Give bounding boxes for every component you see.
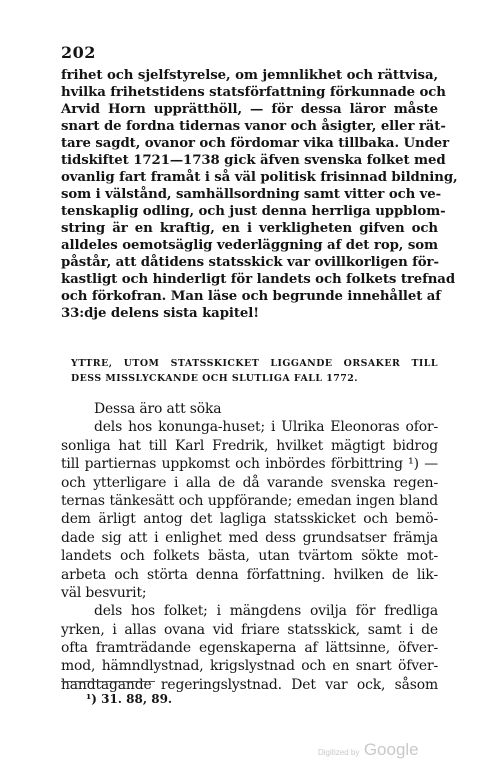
- paragraph-2: [61, 400, 438, 694]
- text-line: och förkofran. Man läse och begrunde innehållet af: [61, 289, 441, 304]
- text-line: till partiernas uppkomst och inbördes förbittring ¹) —: [61, 456, 438, 473]
- text-line: ovanlig fart framåt i så väl politisk frisinnad bildning,: [61, 170, 458, 185]
- text-line: dels hos konunga-huset; i Ulrika Eleonoras ofor-: [94, 419, 438, 436]
- text-line: ofta framträdande egenskaperna af lättsinne, öfver-: [61, 640, 438, 657]
- footnote-rule: [61, 681, 155, 682]
- text-line: sonliga hat till Karl Fredrik, hvilket mägtigt bidrog: [61, 437, 438, 454]
- text-line: kastligt och hinderligt för landets och folkets trefnad: [61, 272, 456, 287]
- text-line: väl besvurit;: [61, 584, 147, 601]
- text-line: snart de fordna tidernas vanor och åsigter, eller rät-: [61, 119, 446, 134]
- text-line: tidskiftet 1721—1738 gick äfven svenska folket med: [61, 153, 446, 168]
- text-line: 33:dje delens sista kapitel!: [61, 306, 259, 321]
- text-line: och ytterligare i alla de då varande svenska regen-: [61, 474, 438, 491]
- text-line: dem ärligt antog det lagliga statsskicket och bemö-: [61, 511, 438, 528]
- text-line: yrken, i allas ovana vid friare statsskick, samt i de: [61, 621, 438, 638]
- heading-line: DESS MISSLYCKANDE OCH SLUTLIGA FALL 1772.: [71, 373, 359, 384]
- watermark-prefix: Digitized by: [318, 748, 360, 757]
- text-line: tare sagdt, ovanor och fördomar vika tillbaka. Under: [61, 136, 450, 151]
- text-line: som i välstånd, samhällsordning samt vitter och ve-: [61, 187, 442, 202]
- paragraph-1: [61, 67, 458, 322]
- text-line: Dessa äro att söka: [94, 401, 222, 417]
- text-line: tenskaplig odling, och just denna herrliga uppblom-: [61, 204, 446, 219]
- text-line: Arvid Horn upprätthöll, — för dessa läror måste: [61, 102, 438, 117]
- text-line: alldeles oemotsäglig vederläggning af det rop, som: [61, 238, 438, 253]
- digitized-watermark: [318, 740, 419, 760]
- text-line: dade sig att i enlighet med dess grundsatser främja: [61, 529, 438, 546]
- page-number: 202: [61, 43, 96, 62]
- text-line: landets och folkets bästa, utan tvärtom sökte mot-: [61, 548, 438, 565]
- text-line: dels hos folket; i mängdens ovilja för fredliga: [94, 603, 438, 620]
- heading-line: YTTRE, UTOM STATSSKICKET LIGGANDE ORSAKER TILL: [71, 358, 438, 369]
- footnote: ¹) 31. 88, 89.: [86, 692, 173, 706]
- text-line: ternas tänkesätt och uppförande; emedan ingen bland: [61, 492, 438, 509]
- text-line: frihet och sjelfstyrelse, om jemnlikhet och rättvisa,: [61, 68, 438, 83]
- watermark-brand: Google: [363, 740, 419, 759]
- text-line: mod, hämndlystnad, krigslystnad och en snart öfver-: [61, 658, 438, 675]
- text-line: handtagande regeringslystnad. Det var ock, såsom: [61, 676, 438, 693]
- section-heading: [61, 356, 438, 386]
- text-line: påstår, att dåtidens statsskick var ovillkorligen för-: [61, 255, 439, 270]
- text-line: string är en kraftig, en i verkligheten gifven och: [61, 221, 438, 236]
- text-line: arbeta och störta denna författning. hvilken de lik-: [61, 566, 438, 583]
- text-line: hvilka frihetstidens statsförfattning förkunnade och: [61, 85, 446, 100]
